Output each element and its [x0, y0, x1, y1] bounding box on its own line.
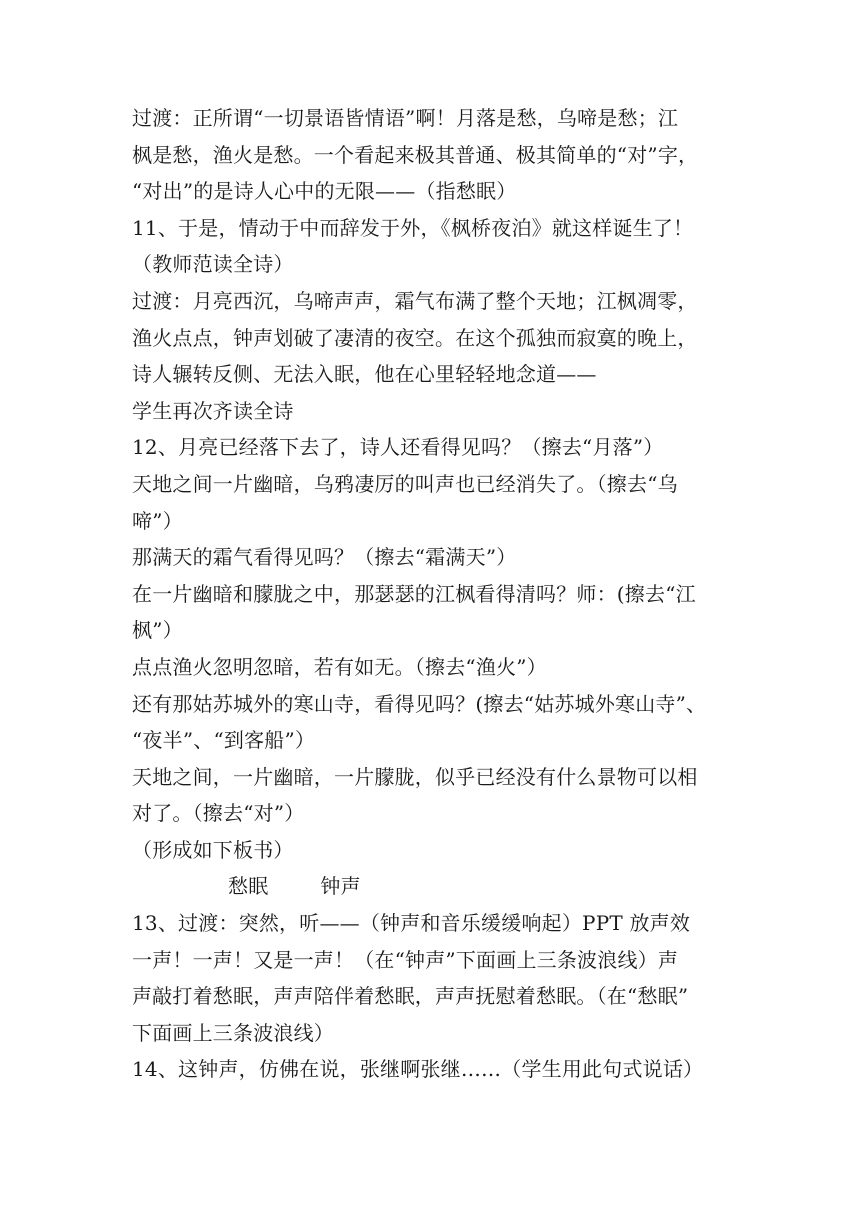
text-line: 学生再次齐读全诗 — [132, 398, 294, 423]
text-line: 对了。（擦去“对”） — [132, 801, 305, 826]
text-line: 还有那姑苏城外的寒山寺，看得见吗？(擦去“姑苏城外寒山寺”、 — [132, 691, 707, 716]
text-line: 天地之间，一片幽暗，一片朦胧，似乎已经没有什么景物可以相 — [132, 764, 698, 789]
text-line: 渔火点点，钟声划破了凄清的夜空。在这个孤独而寂寞的晚上， — [132, 325, 698, 350]
text-line: 那满天的霜气看得见吗？（擦去“霜满天”） — [132, 545, 517, 570]
text-line: 声敲打着愁眠，声声陪伴着愁眠，声声抚慰着愁眠。（在“愁眠” — [132, 984, 689, 1009]
text-line: 11、于是，情动于中而辞发于外，《枫桥夜泊》就这样诞生了！ — [132, 215, 694, 240]
text-line: 枫”） — [132, 618, 183, 643]
text-line: 点点渔火忽明忽暗，若有如无。（擦去“渔火”） — [132, 654, 547, 679]
text-line: 过渡：月亮西沉，乌啼声声，霜气布满了整个天地；江枫凋零， — [132, 288, 698, 313]
text-line: 啼”） — [132, 508, 183, 533]
document-body — [132, 100, 732, 1088]
text-line: “对出”的是诗人心中的无限——（指愁眠） — [132, 179, 517, 204]
board-word-chou-mian: 愁眠 — [228, 874, 269, 899]
text-line: 14、这钟声，仿佛在说，张继啊张继……（学生用此句式说话） — [132, 1057, 704, 1082]
board-writing-line — [132, 868, 732, 905]
text-line: （形成如下板书） — [132, 837, 294, 862]
text-line: 过渡：正所谓“一切景语皆情语”啊！月落是愁，乌啼是愁；江 — [132, 106, 679, 130]
text-line: 下面画上三条波浪线） — [132, 1020, 334, 1045]
text-line: “夜半”、“到客船”） — [132, 728, 316, 753]
text-line: 13、过渡：突然，听——（钟声和音乐缓缓响起）PPT 放声效 — [132, 911, 691, 936]
text-line: 一声！一声！又是一声！（在“钟声”下面画上三条波浪线）声 — [132, 947, 679, 972]
text-line: 在一片幽暗和朦胧之中，那瑟瑟的江枫看得清吗？师：(擦去“江 — [132, 581, 696, 606]
text-line: 天地之间一片幽暗，乌鸦凄厉的叫声也已经消失了。（擦去“乌 — [132, 471, 678, 496]
text-line: 12、月亮已经落下去了，诗人还看得见吗？（擦去“月落”） — [132, 435, 664, 460]
text-line: 枫是愁，渔火是愁。一个看起来极其普通、极其简单的“对”字， — [132, 142, 699, 167]
text-line: 诗人辗转反侧、无法入眠，他在心里轻轻地念道—— — [132, 362, 597, 387]
board-word-zhong-sheng: 钟声 — [320, 874, 361, 899]
text-line: （教师范读全诗） — [132, 252, 294, 277]
